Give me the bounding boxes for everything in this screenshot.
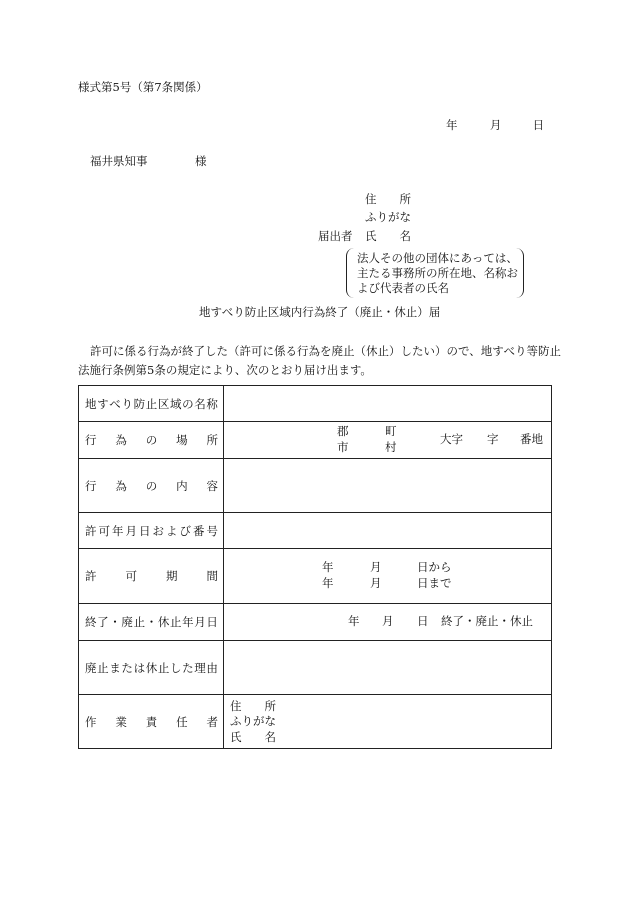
corp-note-line-1: 法人その他の団体にあっては、 xyxy=(357,251,518,265)
label-char: 責 xyxy=(145,714,158,729)
date-day: 日 xyxy=(532,118,545,132)
content-field[interactable] xyxy=(224,459,552,513)
label-char: び xyxy=(179,523,191,538)
label-char: は xyxy=(133,660,146,675)
row-label-reason xyxy=(79,641,224,695)
row-label-content xyxy=(79,459,224,513)
label-char: 行 xyxy=(85,478,97,493)
applicant-furigana-label: ふりがな xyxy=(365,210,411,224)
label-char: の xyxy=(145,478,158,493)
date-month: 月 xyxy=(489,118,502,132)
label-char: 地 xyxy=(85,396,97,411)
label-char: し xyxy=(169,660,182,675)
label-char: 日 xyxy=(139,523,151,538)
loc-aza: 字 xyxy=(487,432,499,446)
supervisor-name xyxy=(230,731,276,745)
label-spread xyxy=(85,660,218,676)
label-char: 名 xyxy=(264,730,276,744)
date-year: 年 xyxy=(446,118,458,132)
loc-oaza: 大字 xyxy=(440,432,463,446)
loc-machi: 町 xyxy=(385,424,397,438)
label-char: た xyxy=(182,660,194,675)
label-char: 理 xyxy=(194,660,206,675)
corp-note xyxy=(357,251,518,296)
loc-gun: 郡 xyxy=(337,424,349,438)
label-char: 称 xyxy=(206,396,218,411)
label-char: た xyxy=(121,660,133,675)
corp-note-line-2: 主たる事務所の所在地、名称お xyxy=(357,266,518,280)
label-char: 期 xyxy=(166,569,178,583)
date-line xyxy=(446,119,544,133)
label-char: 所 xyxy=(399,192,411,206)
label-char: 休 xyxy=(145,660,158,675)
supervisor-field[interactable] xyxy=(224,695,552,749)
label-char: ま xyxy=(109,660,121,675)
period-from-month: 月 xyxy=(370,560,382,574)
label-char: 年 xyxy=(112,523,124,538)
label-char: 許 xyxy=(85,523,97,538)
label-char: 行 xyxy=(85,433,97,447)
label-char: 区 xyxy=(157,396,170,411)
label-char: の xyxy=(145,433,158,447)
label-char: 容 xyxy=(206,478,218,493)
label-char: 名 xyxy=(399,229,411,243)
area-name-field[interactable] xyxy=(224,386,552,422)
loc-mura: 村 xyxy=(385,440,397,454)
label-char: 者 xyxy=(206,714,218,729)
label-spread xyxy=(85,396,218,412)
table-row xyxy=(79,386,552,422)
label-spread xyxy=(85,478,218,494)
label-char: 防 xyxy=(133,396,146,411)
label-char: 任 xyxy=(176,714,188,729)
label-char: 可 xyxy=(125,569,137,583)
label-char: ・ xyxy=(145,615,158,629)
table-row xyxy=(79,549,552,604)
label-char: 名 xyxy=(194,396,206,411)
label-char: 止 xyxy=(145,396,158,411)
permit-period-field[interactable] xyxy=(224,549,552,604)
label-spread xyxy=(85,714,218,730)
label-char: 住 xyxy=(365,192,377,206)
row-label-location xyxy=(79,422,224,459)
end-date-field[interactable] xyxy=(224,604,552,641)
label-char: 為 xyxy=(115,433,127,447)
row-label-permit-period xyxy=(79,549,224,604)
period-to-year: 年 xyxy=(322,576,334,590)
label-char: 止 xyxy=(169,615,182,629)
label-char: 休 xyxy=(157,615,170,629)
label-char: 内 xyxy=(176,478,188,493)
label-char: 了 xyxy=(97,615,109,629)
label-char: す xyxy=(97,396,109,411)
table-row xyxy=(79,695,552,749)
document-title: 地すべり防止区域内行為終了（廃止・休止）届 xyxy=(199,305,441,319)
form-number: 様式第5号（第7条関係） xyxy=(78,80,208,94)
loc-banchi: 番地 xyxy=(520,432,543,446)
applicant-label: 届出者 xyxy=(318,229,353,243)
label-char: よ xyxy=(166,523,178,538)
period-to-day: 日まで xyxy=(417,576,452,590)
label-char: 由 xyxy=(206,660,218,675)
addressee-honorific: 様 xyxy=(195,154,207,168)
label-char: 作 xyxy=(85,714,97,729)
label-char: 止 xyxy=(97,660,109,675)
label-char: 許 xyxy=(85,569,97,583)
addressee-name: 福井県知事 xyxy=(90,154,148,168)
label-char: 月 xyxy=(194,615,206,629)
label-char: 住 xyxy=(230,699,242,713)
applicant-name-label xyxy=(365,230,411,244)
table-row xyxy=(79,459,552,513)
label-spread xyxy=(85,523,218,539)
label-char: 日 xyxy=(206,615,218,629)
label-char: お xyxy=(152,523,164,538)
body-line-1: 許可に係る行為が終了した（許可に係る行為を廃止（休止）したい）ので、地すべり等防止 xyxy=(90,344,562,358)
form-table xyxy=(78,385,552,749)
label-spread xyxy=(85,432,218,448)
label-char: り xyxy=(121,396,133,411)
period-from-year: 年 xyxy=(322,560,334,574)
label-char: 業 xyxy=(115,714,127,729)
label-char: 所 xyxy=(264,699,276,713)
label-spread xyxy=(85,568,218,584)
end-month: 月 xyxy=(382,614,394,628)
row-label-end-date xyxy=(79,604,224,641)
permit-date-field[interactable] xyxy=(224,513,552,549)
period-from-day: 日から xyxy=(417,560,452,574)
end-year: 年 xyxy=(348,614,360,628)
location-field[interactable] xyxy=(224,422,552,459)
label-char: 所 xyxy=(206,433,218,447)
label-char: の xyxy=(182,396,194,411)
label-char: べ xyxy=(109,396,121,411)
label-char: 域 xyxy=(169,396,182,411)
table-row xyxy=(79,422,552,459)
label-char: 廃 xyxy=(121,615,133,629)
loc-shi: 市 xyxy=(337,440,349,454)
end-status: 終了・廃止・休止 xyxy=(441,614,533,628)
period-to-month: 月 xyxy=(370,576,382,590)
applicant-address-label xyxy=(365,193,411,207)
body-line-2: 法施行条例第5条の規定により、次のとおり届け出ます。 xyxy=(78,363,372,377)
label-char: 可 xyxy=(98,523,110,538)
row-label-permit-date xyxy=(79,513,224,549)
label-char: 年 xyxy=(182,615,194,629)
end-day: 日 xyxy=(417,614,429,628)
label-char: 氏 xyxy=(365,229,377,243)
label-char: 場 xyxy=(176,433,188,447)
corp-note-line-3: よび代表者の氏名 xyxy=(357,281,449,295)
label-spread xyxy=(85,614,218,630)
label-char: 番 xyxy=(193,523,205,538)
table-row xyxy=(79,513,552,549)
table-row xyxy=(79,641,552,695)
reason-field[interactable] xyxy=(224,641,552,695)
supervisor-address xyxy=(230,700,276,714)
label-char: 氏 xyxy=(230,730,242,744)
label-char: 為 xyxy=(115,478,127,493)
label-char: 間 xyxy=(206,569,218,583)
table-row xyxy=(79,604,552,641)
label-char: ・ xyxy=(109,615,121,629)
label-char: 止 xyxy=(133,615,146,629)
row-label-area-name xyxy=(79,386,224,422)
label-char: 止 xyxy=(157,660,170,675)
label-char: 廃 xyxy=(85,660,97,675)
label-char: 終 xyxy=(85,615,97,629)
row-label-supervisor xyxy=(79,695,224,749)
label-char: 月 xyxy=(125,523,137,538)
supervisor-furigana: ふりがな xyxy=(230,714,276,728)
label-char: 号 xyxy=(206,523,218,538)
